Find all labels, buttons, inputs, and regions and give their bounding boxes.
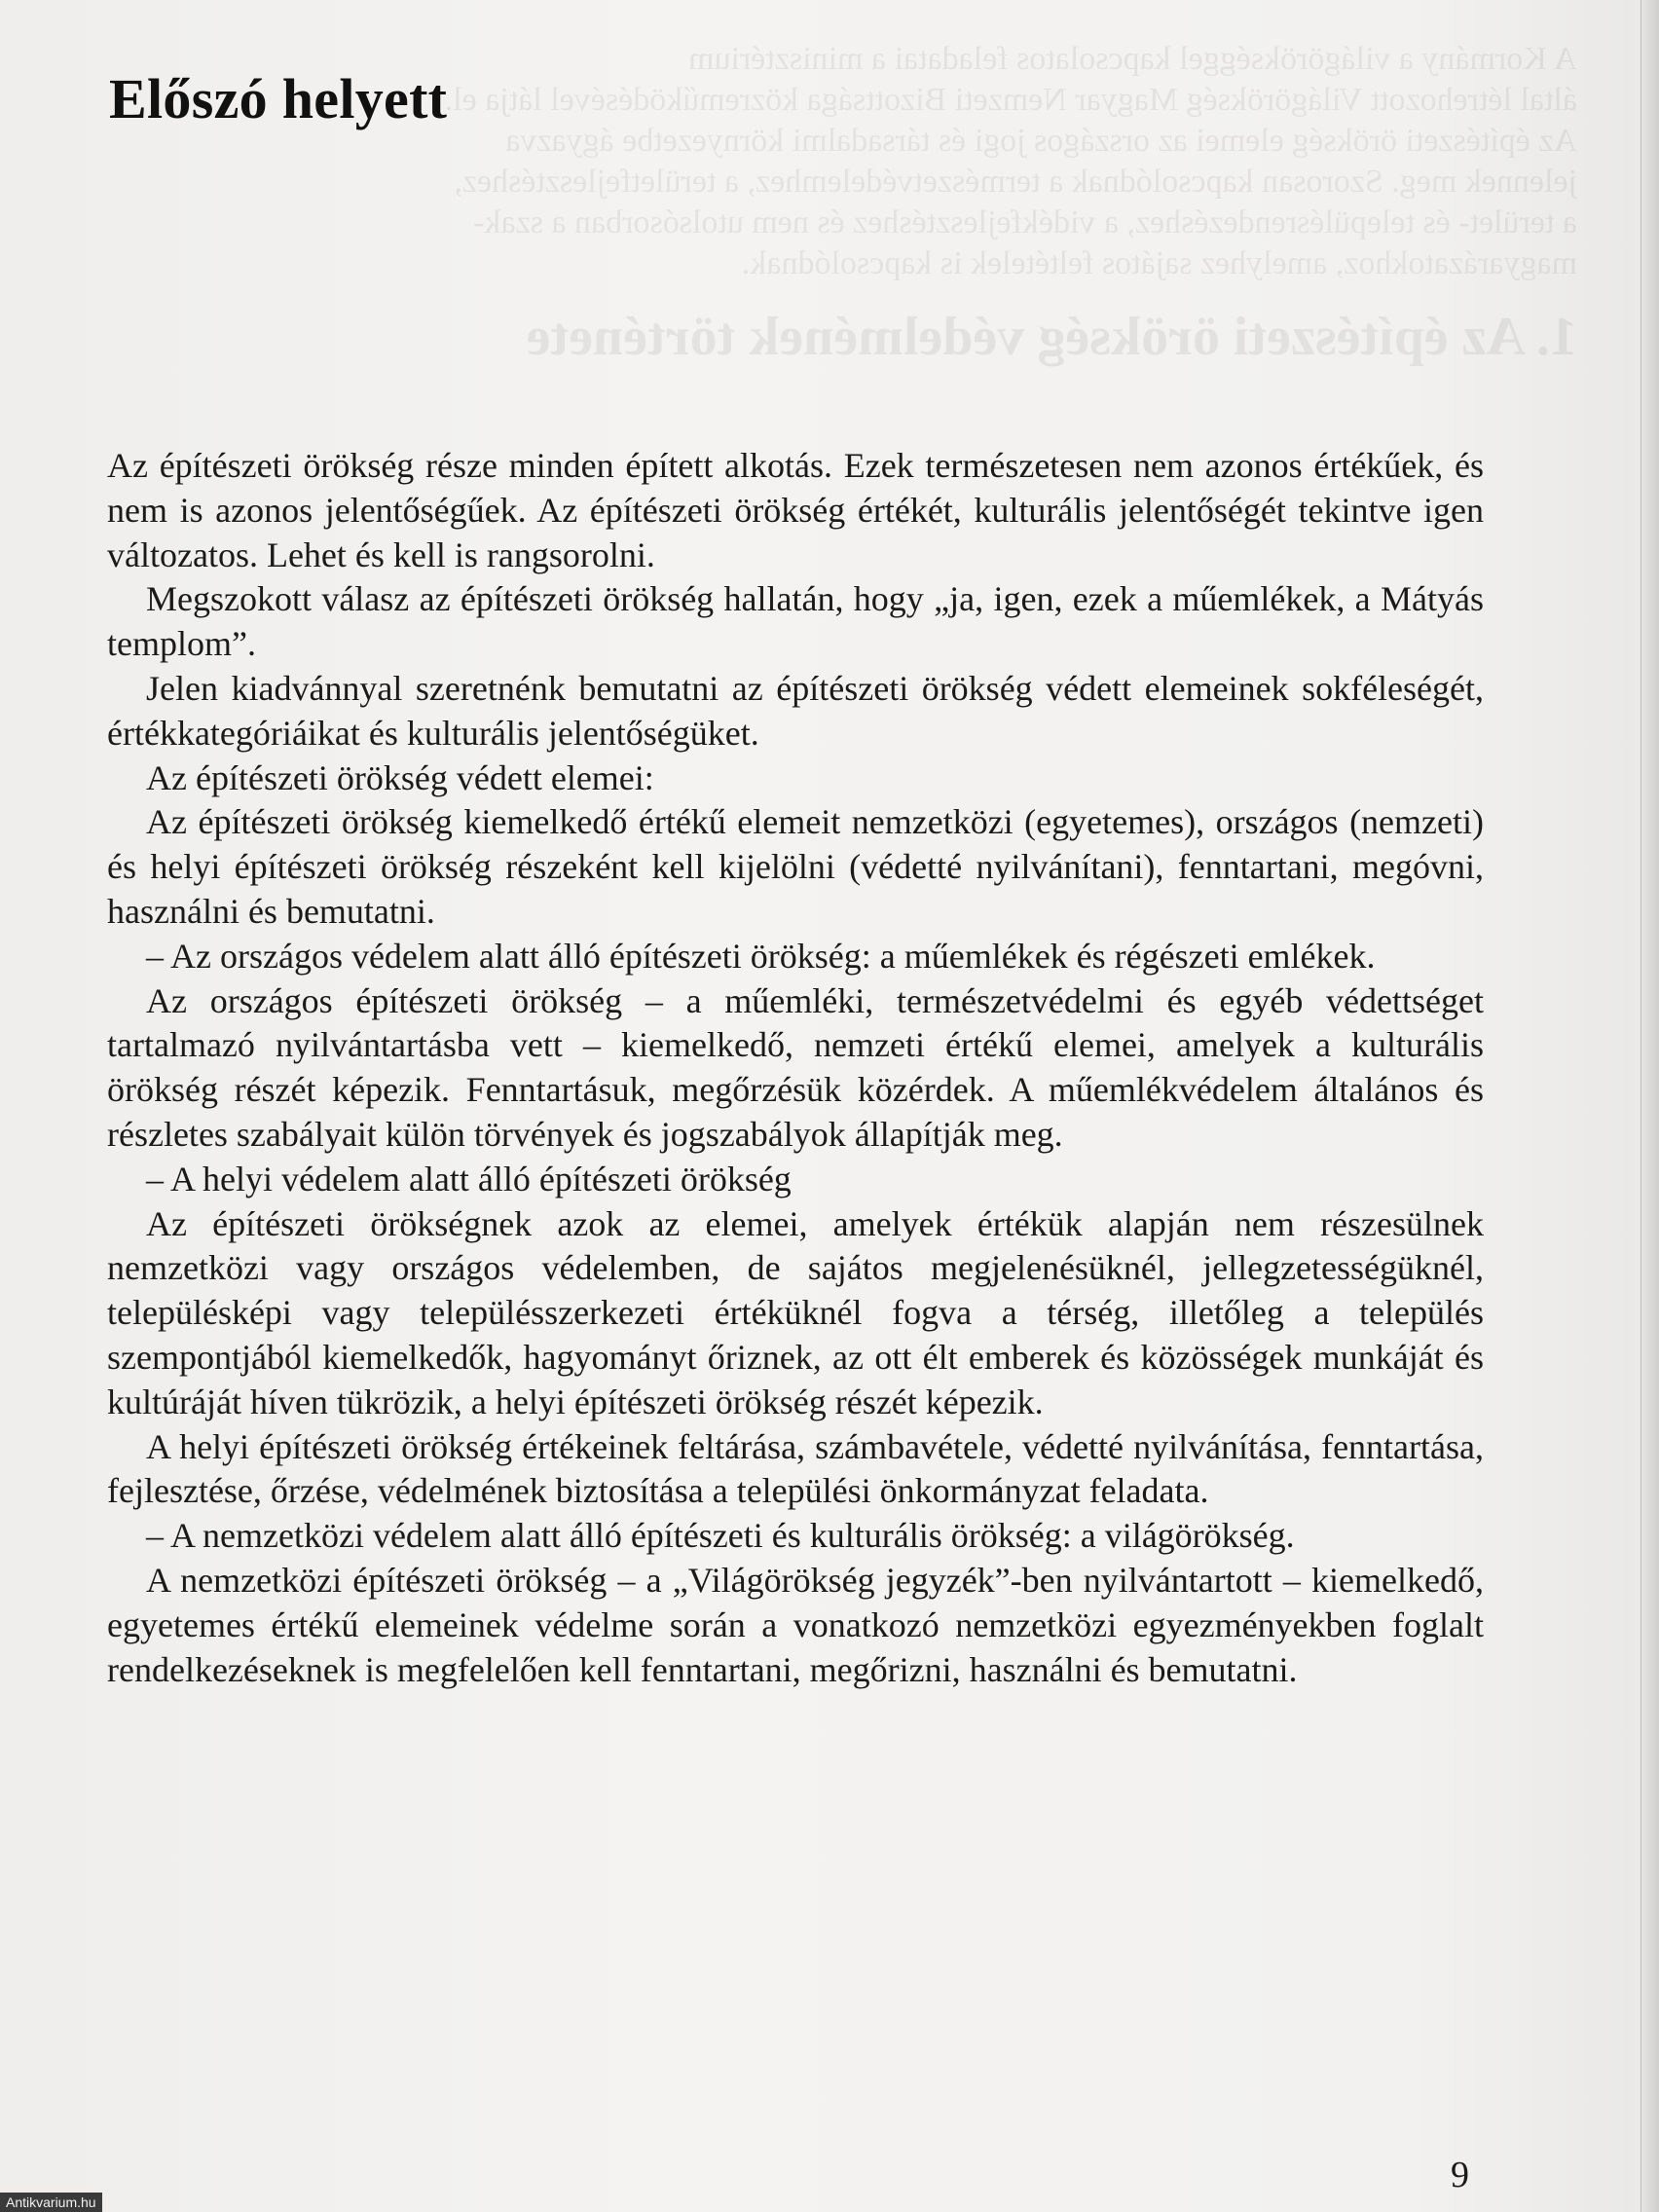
show-through-heading: 1. Az építészeti örökség védelmének története: [526, 307, 1577, 367]
show-through-line: Az építészeti örökség elemei az országos jogi és társadalmi környezetbe ágyazva: [505, 123, 1577, 159]
source-watermark: Antikvarium.hu: [0, 2193, 102, 2212]
paragraph: Az építészeti örökség kiemelkedő értékű elemeit nemzetközi (egyetemes), országos (nemzeti) és helyi építészeti örökség részeként kell kijelölni (védetté nyilvánítani), fenntartani, megóvni, használni és bemutatni.: [107, 802, 1484, 931]
reverse-side-show-through: [409, 39, 1577, 409]
body-text: [107, 444, 1484, 1692]
paragraph: Az építészeti örökség része minden épített alkotás. Ezek természetesen nem azonos értékűek, és nem is azonos jelentőségűek. Az építészeti örökség értékét, kulturális jelentőségét tekintve igen változatos. Lehet és kell is rangsorolni.: [107, 446, 1484, 574]
page-number: 9: [1451, 2155, 1469, 2195]
show-through-line: jelennek meg. Szorosan kapcsolódnak a természetvédelemhez, a területfejlesztéshez,: [454, 164, 1577, 200]
paragraph: Megszokott válasz az építészeti örökség hallatán, hogy „ja, igen, ezek a műemlékek, a Mátyás templom”.: [107, 579, 1484, 664]
paragraph: – A nemzetközi védelem alatt álló építészeti és kulturális örökség: a világörökség.: [146, 1516, 1295, 1556]
paragraph: Jelen kiadvánnyal szeretnénk bemutatni az építészeti örökség védett elemeinek sokféleségét, értékkategóriáikat és kulturális jelentőségüket.: [107, 668, 1484, 753]
paragraph: Az építészeti örökség védett elemei:: [146, 757, 654, 797]
paragraph: A nemzetközi építészeti örökség – a „Világörökség jegyzék”-ben nyilvántartott – kiemelkedő, egyetemes értékű elemeinek védelme során a vonatkozó nemzetközi egyezményekben foglalt rendelkezéseknek is megfelelően kell fenntartani, megőrizni, használni és bemutatni.: [107, 1560, 1484, 1689]
show-through-line: által létrehozott Világörökség Magyar Nemzeti Bizottsága közreműködésével látja el.: [444, 82, 1577, 118]
show-through-line: A Kormány a világörökséggel kapcsolatos feladatai a minisztérium: [687, 41, 1577, 77]
page-title: Előszó helyett: [109, 67, 448, 130]
paragraph: – Az országos védelem alatt álló építészeti örökség: a műemlékek és régészeti emlékek.: [146, 936, 1376, 976]
paragraph: Az országos építészeti örökség – a műemléki, természetvédelmi és egyéb védettséget tartalmazó nyilvántartásba vett – kiemelkedő, nemzeti értékű elemei, amelyek a kulturális örökség részét képezik. Fenntartásuk, megőrzésük közérdek. A műemlékvédelem általános és részletes szabályait külön törvények és jogszabályok állapítják meg.: [107, 980, 1484, 1154]
page-edge: [1641, 0, 1659, 2212]
show-through-line: magyarázatokhoz, amelyhez sajátos feltételek is kapcsolódnak.: [741, 245, 1577, 281]
paragraph: Az építészeti örökségnek azok az elemei, amelyek értékük alapján nem részesülnek nemzetközi vagy országos védelemben, de sajátos megjelenésüknél, jellegzetességüknél, településképi vagy településszerkezeti értéküknél fogva a térség, illetőleg a település szempontjából kiemelkedők, hagyományt őriznek, az ott élt emberek és közösségek munkáját és kultúráját híven tükrözik, a helyi építészeti örökség részét képezik.: [107, 1203, 1484, 1421]
paragraph: – A helyi védelem alatt álló építészeti örökség: [146, 1159, 792, 1198]
show-through-line: a terület- és településrendezéshez, a vidékfejlesztéshez és nem utolsósorban a szak-: [473, 204, 1577, 240]
paragraph: A helyi építészeti örökség értékeinek feltárása, számbavétele, védetté nyilvánítása, fenntartása, fejlesztése, őrzése, védelmének biztosítása a települési önkormányzat feladata.: [107, 1426, 1484, 1511]
